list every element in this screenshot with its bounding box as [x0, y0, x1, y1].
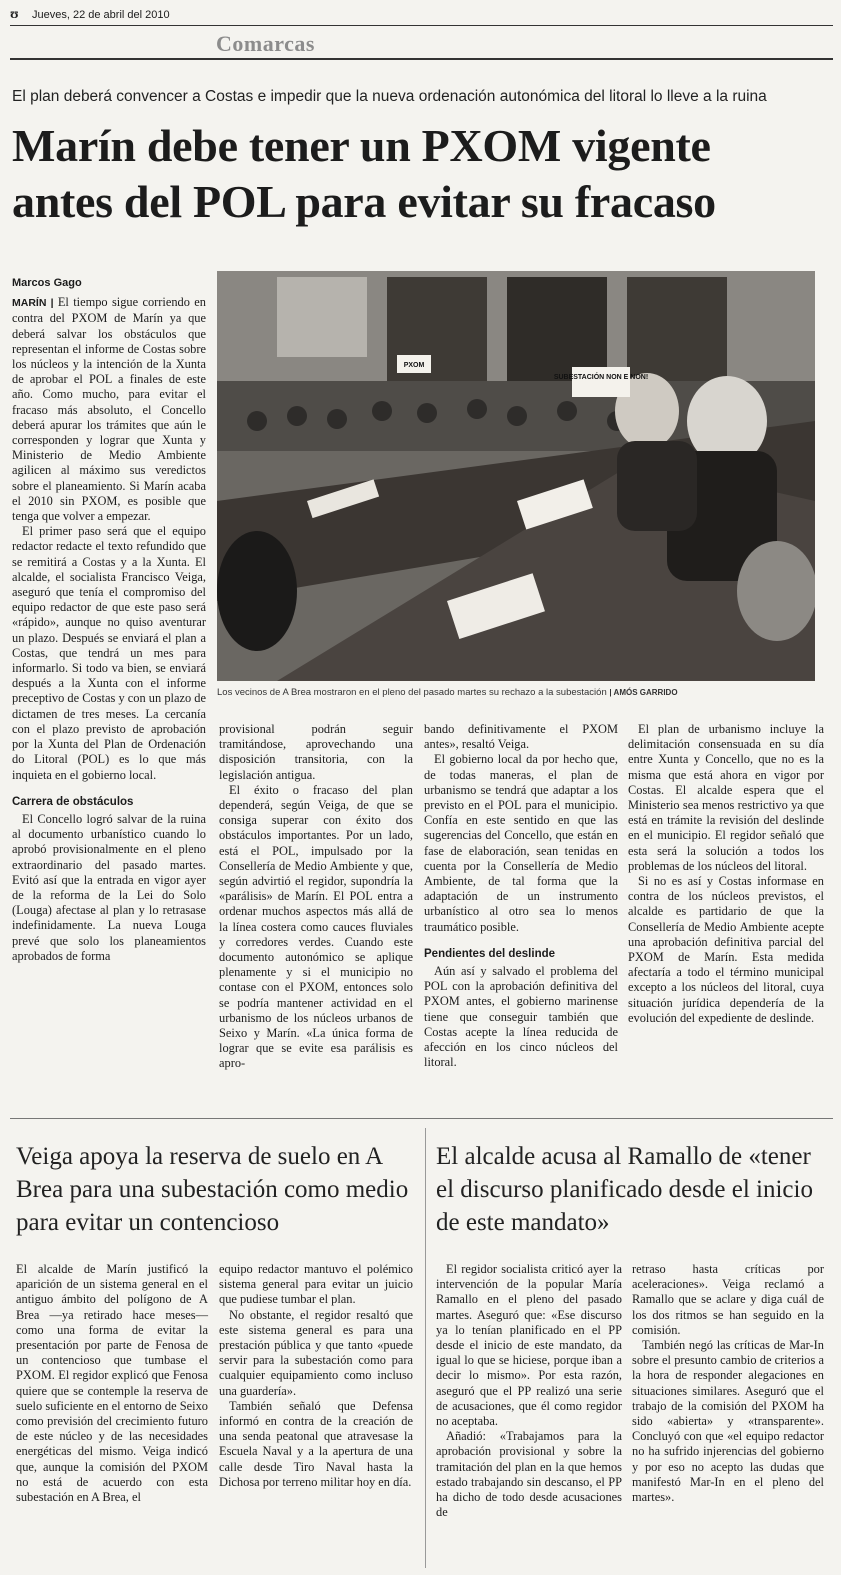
paragraph: El primer paso será que el equipo redactor redacte el texto refundido que se remitirá a Costas y a la Xunta. El alcalde, el socialista Francisco Veiga, aseguró que tenía el compromiso del equipo redactor de que este paso será «rápido», aunque no quiso aventurar un plazo. Después se enviará el plan a Costas, que tendrá un mes para informarlo. Si todo va bien, se enviará después a la Xunta con el informe preceptivo de Costas y con un plazo de dictamen de tres meses. La cercanía con el plazo previsto de aprobación por la Xunta del Plan de Ordenación do Litoral (POL) es lo que más inquieta en el gobierno local. — [12, 524, 206, 782]
story-ramallo-col-2 — [632, 1262, 824, 1505]
paragraph: Aún así y salvado el problema del POL con la aprobación definitiva del PXOM antes, el gobierno marinense tiene que conseguir también que Costas acepte la línea reducida de afección en los cinco núcleos del litoral. — [424, 964, 618, 1070]
paragraph: El éxito o fracaso del plan dependerá, según Veiga, de que se consiga superar con éxito dos obstáculos importantes. Por un lado, está el POL, impulsado por la Consellería de Medio Ambiente y que, según advirtió el regidor, supondría la «parálisis» de Marín. El POL entra a ordenar muchos aspectos más allá de la línea costera como cauces fluviales y corredores verdes. Cuando este documento autonómico se aplique plenamente y si el municipio no contase con el PXOM, entonces solo se podría mantener actividad en el urbanismo de los núcleos urbanos de Seixo y Marín. «La única forma de lograr que se evite esa parálisis es apro- — [219, 782, 413, 1071]
issue-date: Jueves, 22 de abril del 2010 — [32, 9, 170, 21]
paragraph: retraso hasta críticas por aceleraciones». Veiga reclamó a Ramallo que se aclare y diga cuál de los dos ritmos se han seguido en la comisión. — [632, 1262, 824, 1337]
header-rule — [10, 25, 833, 26]
paragraph: El Concello logró salvar de la ruina al documento urbanístico cuando lo aprobó provisionalmente en el pleno extraordinario del pasado martes. Evitó así que la entrada en vigor ayer de la reforma de la Lei do Solo (Louga) afectase al plan y lo retrasase indefinidamente. La nueva Louga prevé que solo los planeamientos aprobados de forma — [12, 811, 206, 963]
story-veiga-col-2 — [219, 1262, 413, 1490]
council-meeting-photo — [217, 271, 815, 681]
caption-text: Los vecinos de A Brea mostraron en el pleno del pasado martes su rechazo a la subestación — [217, 687, 607, 698]
paragraph: provisional podrán seguir tramitándose, aprovechando una disposición transitoria, con la legislación antigua. — [219, 722, 413, 782]
story-ramallo-col-1 — [436, 1262, 622, 1520]
paragraph: También señaló que Defensa informó en contra de la creación de una senda peatonal que atravesase la Escuela Naval y a la apertura de una calle desde Tiro Naval hasta la Dichosa por terreno militar hoy en día. — [219, 1398, 413, 1489]
byline: Marcos Gago — [12, 277, 82, 289]
kicker: El plan deberá convencer a Costas e impedir que la nueva ordenación autonómica del litoral lo lleve a la ruina — [12, 88, 767, 105]
story-veiga-headline: Veiga apoya la reserva de suelo en A Brea para una subestación como medio para evitar un contencioso — [16, 1143, 409, 1236]
paragraph: También negó las críticas de Mar-In sobre el presunto cambio de criterios a la hora de responder alegaciones en situaciones similares. Aseguró que el trabajo de la comisión del PXOM ha sido «abierta» y «transparente». Concluyó con que «el equipo redactor no ha sufrido injerencias del gobierno y por eso no acepto las dudas que manifestó Mar-In en el pleno del martes». — [632, 1338, 824, 1505]
paragraph: El regidor socialista criticó ayer la intervención de la popular María Ramallo en el pleno del pasado martes. Aseguró que: «Ese discurso ya lo tenían planificado en el PP desde el inicio de este mandato, da igual lo que se hiciese, porque iban a decir lo mismo». Por esta razón, aseguró que el PP realizó una serie de acusaciones, que él como regidor no aceptaba. — [436, 1262, 622, 1429]
paragraph: El alcalde de Marín justificó la aparición de un sistema general en el antiguo ámbito del polígono de A Brea —ya retirado hace meses— como una forma de evitar la presentación por parte de Fenosa de un contencioso que tumbase el PXOM. El regidor explicó que Fenosa quiere que se contemple la reserva de suelo suficiente en el entorno de Seixo como previsión del crecimiento futuro de este núcleo y de las necesidades energéticas del mismo. Veiga indicó que, aunque la comisión del PXOM no está de acuerdo con esta subestación en A Brea, el — [16, 1262, 208, 1505]
main-article-col-4 — [628, 722, 824, 1026]
story-ramallo-headline: El alcalde acusa al Ramallo de «tener el discurso planificado desde el inicio de este mandato» — [436, 1143, 813, 1236]
photo-caption — [217, 687, 815, 698]
protest-sign-2: PXOM — [403, 362, 425, 369]
photo-credit: | AMÓS GARRIDO — [609, 688, 678, 697]
story-veiga-col-1 — [16, 1262, 208, 1505]
page-header — [10, 7, 831, 25]
protest-sign-1: SUBESTACIÓN NON E NON! — [553, 374, 649, 381]
newspaper-logo-icon: ʊ — [10, 7, 19, 22]
paragraph: Añadió: «Trabajamos para la aprobación provisional y sobre la tramitación del plan en la que hemos estado trabajando sin descanso, el PP ha dicho de todo desde acusaciones de — [436, 1429, 622, 1520]
paragraph: No obstante, el regidor resaltó que este sistema general es para una prestación pública y que tanto «puede servir para la subestación como para cualquier equipamiento como incluso una guardería». — [219, 1307, 413, 1398]
paragraph: MARÍN | El tiempo sigue corriendo en contra del PXOM de Marín ya que deberá salvar los obstáculos que representan el informe de Costas sobre los núcleos y la intención de la Xunta de aprobar el POL a finales de este año. Como mucho, para evitar el fracaso más absoluto, el Concello deberá apurar los trámites que aún le corresponden y lograr que Xunta y Ministerio de Medio Ambiente agilicen al máximo sus veredictos sobre el planeamiento. Si Marín acaba el 2010 sin PXOM, es posible que tenga que volver a empezar. — [12, 295, 206, 524]
paragraph: equipo redactor mantuvo el polémico sistema general para evitar un juicio que pudiese tumbar el plan. — [219, 1262, 413, 1307]
column-divider — [425, 1128, 426, 1568]
subhead-carrera: Carrera de obstáculos — [12, 795, 134, 808]
paragraph: Si no es así y Costas informase en contra de los núcleos previstos, el alcalde es partidario de que la Consellería de Medio Ambiente acepte una aprobación definitiva parcial del PXOM de Marín. Esta medida afectaría a todo el término municipal excepto a los núcleos del litoral, cuya situación jurídica dependería de la evolución del expediente de deslinde. — [628, 874, 824, 1025]
paragraph: El plan de urbanismo incluye la delimitación consensuada en su día entre Xunta y Concello, que no es la misma que está ahora en vigor por Costas. El alcalde espera que el Ministerio sea menos restrictivo ya que está en trámite la revisión del deslinde en el municipio. El regidor señaló que esta será la solución a todos los problemas de los núcleos del litoral. — [628, 722, 824, 873]
section-title: Comarcas — [216, 31, 315, 56]
main-article-col-3 — [424, 722, 618, 1070]
location-tag: MARÍN | — [12, 297, 54, 310]
article-photo — [217, 271, 815, 681]
main-headline: Marín debe tener un PXOM vigente antes del POL para evitar su fracaso — [12, 120, 716, 227]
stories-divider — [10, 1118, 833, 1119]
paragraph: bando definitivamente el PXOM antes», resaltó Veiga. — [424, 722, 618, 752]
paragraph: El gobierno local da por hecho que, de todas maneras, el plan de urbanismo se tendrá que adaptar a los previsto en el POL para el municipio. Confía en este sentido en que las sugerencias del Concello, que están en fase de elaboración, sean tenidas en cuenta por la Consellería de Medio Ambiente, de tal forma que la adaptación de un instrumento urbanístico al otro sea lo menos traumático posible. — [424, 752, 618, 934]
section-rule — [10, 58, 833, 60]
subhead-deslinde: Pendientes del deslinde — [424, 947, 556, 960]
main-article-col-1 — [12, 276, 206, 964]
main-article-col-2 — [219, 722, 413, 1072]
